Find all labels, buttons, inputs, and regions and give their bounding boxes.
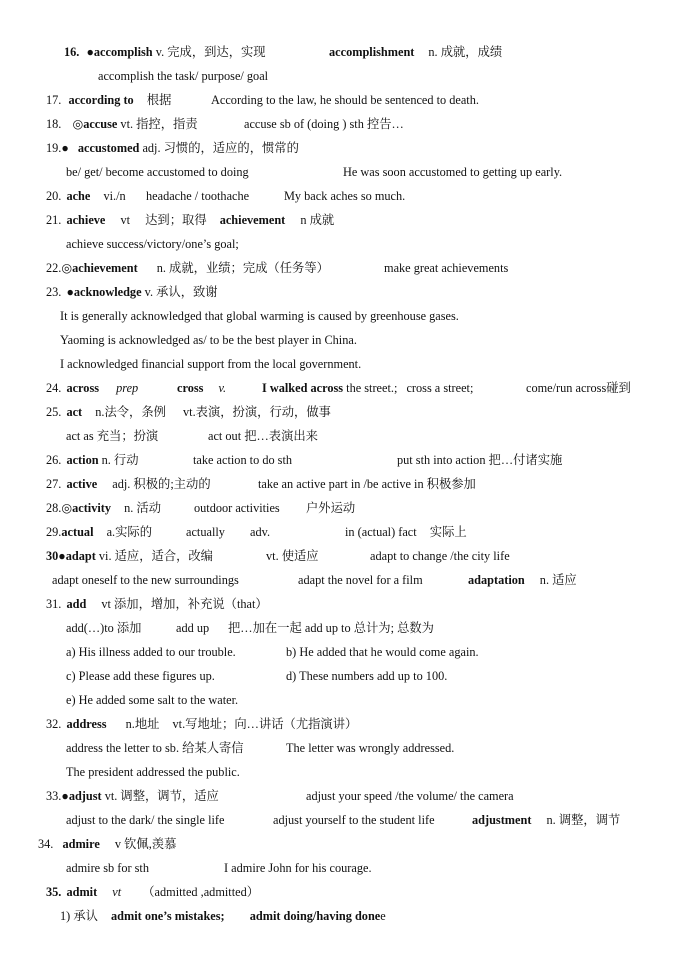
example-line: put sth into action 把…付诸实施 bbox=[397, 453, 563, 467]
example-line: add up bbox=[176, 621, 210, 635]
entry-17: 17. according to 根据 bbox=[46, 93, 172, 107]
entry-24: 24. across prep bbox=[46, 381, 139, 395]
example-line: 户外运动 bbox=[306, 501, 356, 515]
entry-20: 20. ache vi./n bbox=[46, 189, 126, 203]
example-line: vt. 使适应 bbox=[266, 549, 319, 563]
example-line: add(…)to 添加 bbox=[66, 621, 142, 635]
entry-24-cross: cross v. bbox=[177, 381, 227, 395]
example-line: address the letter to sb. 给某人寄信 bbox=[66, 741, 244, 755]
example-line: adjust yourself to the student life bbox=[273, 813, 435, 827]
entry-18: 18. ◎accuse vt. 指控，指责 bbox=[46, 117, 198, 131]
entry-26: 26. action n. 行动 bbox=[46, 453, 139, 467]
example-line: Yaoming is acknowledged as/ to be the best player in China. bbox=[60, 333, 357, 347]
entry-23: 23. ●acknowledge v. 承认，致谢 bbox=[46, 285, 218, 299]
entry-30: 30●adapt vi. 适应，适合，改编 bbox=[46, 549, 213, 563]
example-line: adjust to the dark/ the single life bbox=[66, 813, 225, 827]
example-line: adapt oneself to the new surroundings bbox=[52, 573, 239, 587]
example-line: in (actual) fact 实际上 bbox=[345, 525, 467, 539]
example-line: come/run across碰到 bbox=[526, 381, 631, 395]
example-line: I acknowledged financial support from the local government. bbox=[60, 357, 362, 371]
entry-22: 22.◎achievement n. 成就，业绩；完成（任务等） bbox=[46, 261, 329, 275]
example-line: d) These numbers add up to 100. bbox=[286, 669, 448, 683]
example-line: It is generally acknowledged that global warming is caused by greenhouse gases. bbox=[60, 309, 459, 323]
entry-35: 35. admit vt （admitted ,admitted） bbox=[46, 885, 260, 899]
example-line: adjust your speed /the volume/ the camera bbox=[306, 789, 514, 803]
example-line: be/ get/ become accustomed to doing bbox=[66, 165, 249, 179]
entry-16: 16. ●accomplish v. 完成，到达，实现 bbox=[64, 45, 266, 59]
example-line: e) He added some salt to the water. bbox=[66, 693, 239, 707]
example-line: adjustment n. 调整，调节 bbox=[472, 813, 621, 827]
example-line: The letter was wrongly addressed. bbox=[286, 741, 455, 755]
entry-16-noun: accomplishment n. 成就，成绩 bbox=[329, 45, 503, 59]
example-line: I admire John for his courage. bbox=[224, 861, 372, 875]
example-line: According to the law, he should be sentenced to death. bbox=[211, 93, 479, 107]
entry-27: 27. active adj. 积极的;主动的 bbox=[46, 477, 211, 491]
example-line: achieve success/victory/one’s goal; bbox=[66, 237, 239, 251]
entry-19: 19.● accustomed adj. 习惯的，适应的，惯常的 bbox=[46, 141, 299, 155]
example-line: 1) 承认 admit one’s mistakes; admit doing/having donee bbox=[60, 909, 386, 923]
example-line: outdoor activities bbox=[194, 501, 280, 515]
example-line: c) Please add these figures up. bbox=[66, 669, 215, 683]
entry-31: 31. add vt 添加，增加，补充说（that） bbox=[46, 597, 268, 611]
example-line: accomplish the task/ purpose/ goal bbox=[98, 69, 269, 83]
example-line: actually bbox=[186, 525, 225, 539]
example-line: take an active part in /be active in 积极参加 bbox=[258, 477, 476, 491]
entry-28: 28.◎activity n. 活动 bbox=[46, 501, 162, 515]
example-line: adv. bbox=[250, 525, 271, 539]
entry-21: 21. achieve vt 达到；取得 achievement n 成就 bbox=[46, 213, 335, 227]
example-line: a) His illness added to our trouble. bbox=[66, 645, 236, 659]
example-line: adapt the novel for a film bbox=[298, 573, 423, 587]
example-line: admire sb for sth bbox=[66, 861, 149, 875]
example-line: take action to do sth bbox=[193, 453, 293, 467]
entry-33: 33.●adjust vt. 调整，调节，适应 bbox=[46, 789, 219, 803]
entry-29: 29.actual a.实际的 bbox=[46, 525, 152, 539]
example-line: act out 把…表演出来 bbox=[208, 429, 318, 443]
example-line: He was soon accustomed to getting up early. bbox=[343, 165, 563, 179]
example-line: headache / toothache bbox=[146, 189, 250, 203]
example-line: adaptation n. 适应 bbox=[468, 573, 577, 587]
example-line: accuse sb of (doing ) sth 控告… bbox=[244, 117, 404, 131]
entry-25: 25. act n.法令，条例 vt.表演，扮演，行动，做事 bbox=[46, 405, 331, 419]
example-line: act as 充当；扮演 bbox=[66, 429, 159, 443]
example-line: My back aches so much. bbox=[284, 189, 406, 203]
example-line: The president addressed the public. bbox=[66, 765, 240, 779]
example-line: b) He added that he would come again. bbox=[286, 645, 479, 659]
example-line: 把…加在一起 add up to 总计为; 总数为 bbox=[228, 621, 434, 635]
example-line: make great achievements bbox=[384, 261, 509, 275]
example-line: I walked across the street.; cross a street; bbox=[262, 381, 474, 395]
example-line: adapt to change /the city life bbox=[370, 549, 510, 563]
entry-32: 32. address n.地址 vt.写地址；向…讲话（尤指演讲） bbox=[46, 717, 358, 731]
entry-34: 34. admire v 钦佩,羡慕 bbox=[38, 837, 177, 851]
